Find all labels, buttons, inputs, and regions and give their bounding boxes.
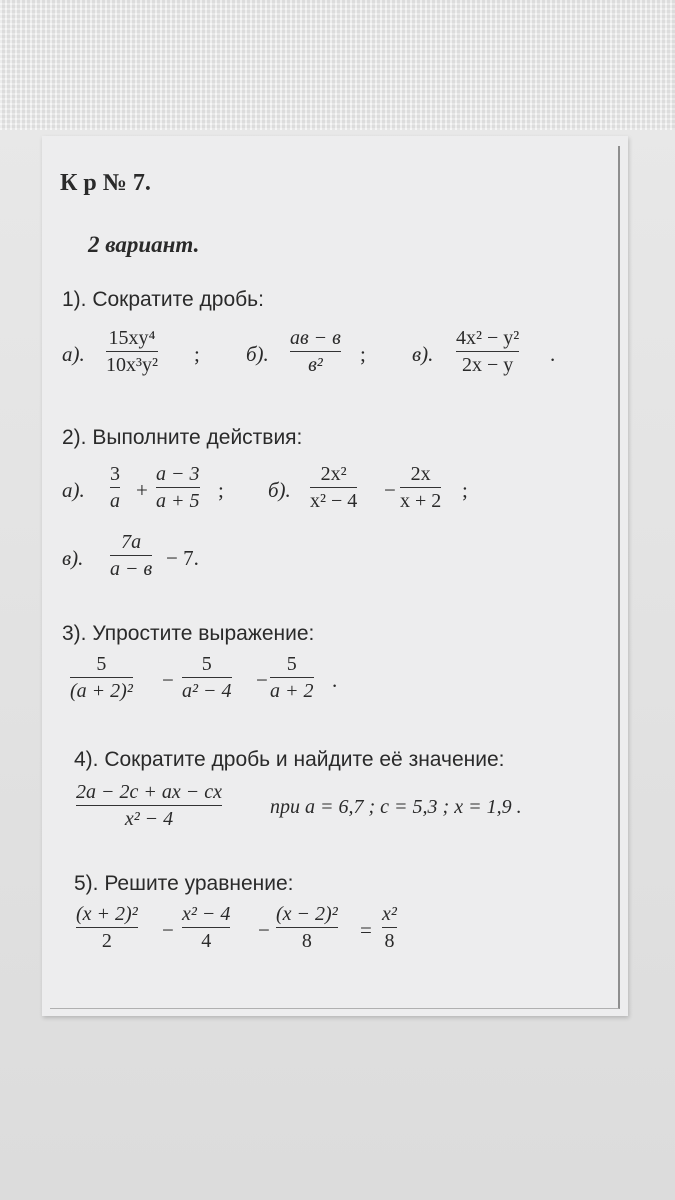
- task3-f2-denominator: a² − 4: [182, 680, 232, 702]
- task3-end: .: [332, 668, 338, 692]
- task2-c-denominator: a − в: [110, 558, 153, 580]
- task3-fraction-3: [270, 652, 314, 703]
- task3-f2-numerator: 5: [201, 653, 212, 675]
- task3-f3-numerator: 5: [286, 653, 297, 675]
- task5-f3-denominator: 8: [301, 930, 312, 952]
- worksheet-title: К р № 7.: [60, 170, 151, 196]
- task3-f1-numerator: 5: [96, 653, 107, 675]
- task5-fraction-3: [276, 902, 338, 953]
- task1-b-label: б).: [246, 342, 269, 366]
- task2-c-label: в).: [62, 546, 84, 570]
- task2-b-separator: ;: [462, 478, 468, 502]
- task2-c-fraction: [110, 530, 152, 581]
- task2-a-separator: ;: [218, 478, 224, 502]
- task2-b-fraction-1: [310, 462, 357, 513]
- task2-b-f2-numerator: 2x: [410, 463, 431, 485]
- task1-b-numerator: ав − в: [290, 327, 341, 349]
- task1-c-fraction: [456, 326, 519, 377]
- worksheet-paper: [42, 136, 628, 1016]
- task3-fraction-2: [182, 652, 232, 703]
- task5-f1-denominator: 2: [101, 930, 112, 952]
- task2-a-f2-denominator: a + 5: [156, 490, 200, 512]
- task2-b-label: б).: [268, 478, 291, 502]
- task2-a-fraction-1: [110, 462, 120, 513]
- task3-f1-denominator: (a + 2)²: [70, 680, 133, 702]
- task2-c-tail: − 7.: [166, 546, 199, 570]
- task1-a-separator: ;: [194, 342, 200, 366]
- variant-label: 2 вариант.: [88, 232, 200, 257]
- task5-f1-numerator: (x + 2)²: [76, 903, 138, 925]
- task5-f4-denominator: 8: [384, 930, 395, 952]
- task5-heading: 5). Решите уравнение:: [74, 872, 294, 895]
- task3-operator-2: −: [256, 668, 268, 692]
- task1-c-numerator: 4x² − y²: [456, 327, 520, 349]
- task1-a-numerator: 15xy⁴: [108, 327, 156, 349]
- task2-b-f1-denominator: x² − 4: [310, 490, 358, 512]
- task1-heading: 1). Сократите дробь:: [62, 288, 264, 311]
- task4-denominator: x² − 4: [124, 808, 174, 830]
- task3-operator-1: −: [162, 668, 174, 692]
- task2-a-fraction-2: [156, 462, 200, 513]
- task5-f4-numerator: x²: [382, 903, 397, 925]
- task5-equals: =: [360, 918, 372, 942]
- task5-fraction-4: [382, 902, 397, 953]
- task1-a-denominator: 10x³y²: [106, 354, 158, 376]
- task5-f2-denominator: 4: [201, 930, 212, 952]
- task1-b-fraction: [290, 326, 341, 377]
- task1-b-denominator: в²: [308, 354, 323, 376]
- task2-b-f1-numerator: 2x²: [320, 463, 347, 485]
- task2-a-label: а).: [62, 478, 85, 502]
- task4-condition: при a = 6,7 ; c = 5,3 ; x = 1,9 .: [270, 796, 522, 818]
- task4-numerator: 2a − 2c + ax − cx: [76, 781, 222, 803]
- task3-fraction-1: [70, 652, 133, 703]
- task2-b-fraction-2: [400, 462, 441, 513]
- tablecloth-background: [0, 0, 675, 130]
- task2-a-f2-numerator: a − 3: [156, 463, 200, 485]
- task1-c-separator: .: [550, 342, 556, 366]
- task1-c-label: в).: [412, 342, 434, 366]
- task1-a-fraction: [106, 326, 158, 377]
- task5-f2-numerator: x² − 4: [182, 903, 231, 925]
- task5-f3-numerator: (x − 2)²: [276, 903, 338, 925]
- task2-a-f1-numerator: 3: [110, 463, 120, 485]
- task4-fraction: [76, 780, 222, 831]
- task5-fraction-1: [76, 902, 138, 953]
- task2-a-f1-denominator: a: [110, 490, 120, 512]
- task2-b-f2-denominator: x + 2: [400, 490, 442, 512]
- task5-operator-2: −: [258, 918, 270, 942]
- task1-b-separator: ;: [360, 342, 366, 366]
- task4-heading: 4). Сократите дробь и найдите её значение:: [74, 748, 505, 771]
- task2-heading: 2). Выполните действия:: [62, 426, 303, 449]
- task5-operator-1: −: [162, 918, 174, 942]
- task3-heading: 3). Упростите выражение:: [62, 622, 315, 645]
- task1-c-denominator: 2x − y: [462, 354, 514, 376]
- task1-a-label: а).: [62, 342, 85, 366]
- task2-b-operator: −: [384, 478, 396, 502]
- task5-fraction-2: [182, 902, 230, 953]
- task2-c-numerator: 7a: [121, 531, 142, 553]
- task2-a-operator: +: [136, 478, 148, 502]
- task3-f3-denominator: a + 2: [270, 680, 314, 702]
